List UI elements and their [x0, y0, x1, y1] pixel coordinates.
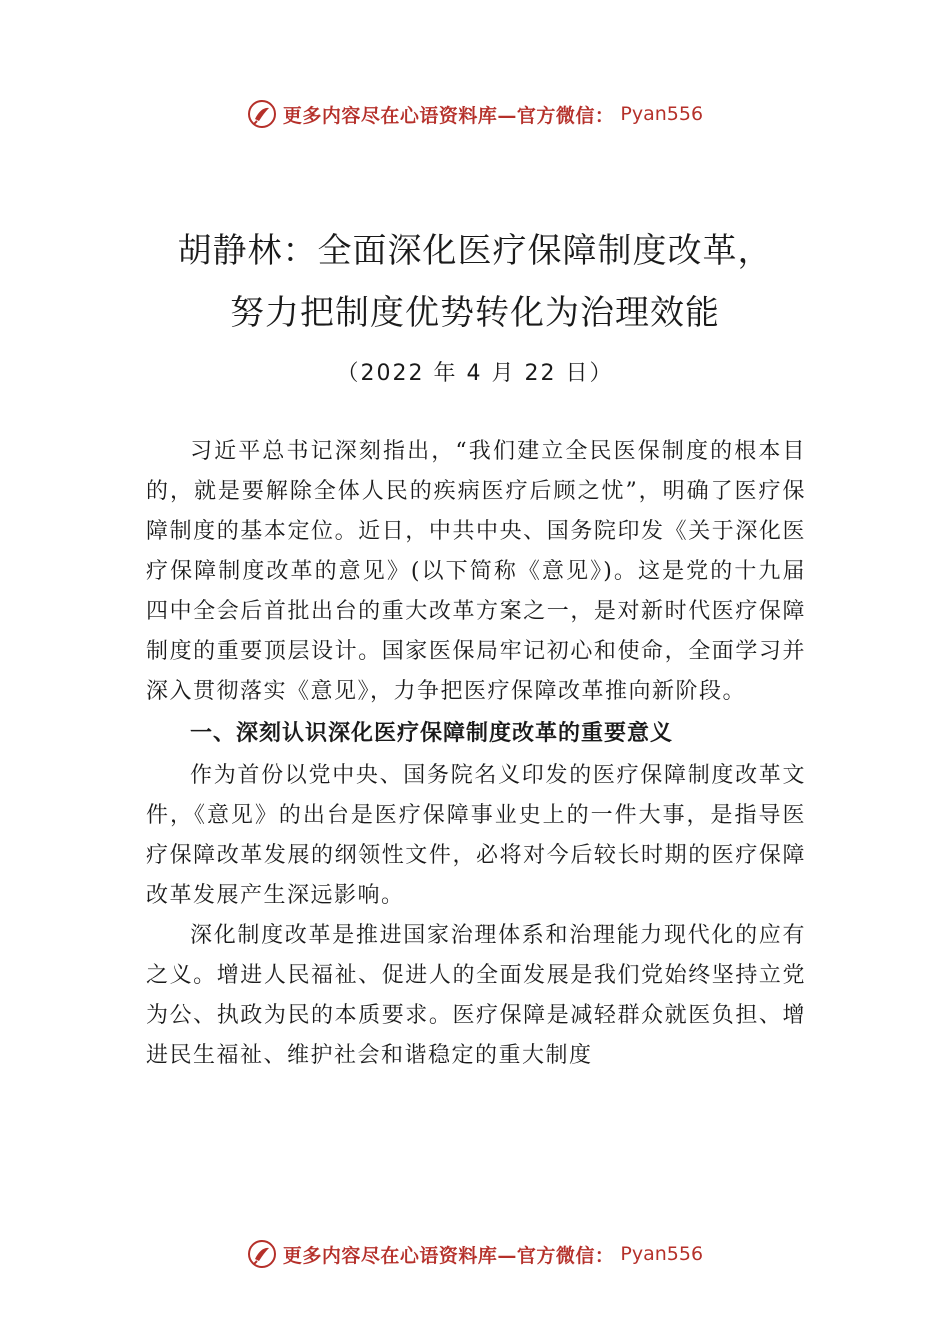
watermark-wechat-id: Pyan556	[620, 103, 704, 125]
paragraph-1: 习近平总书记深刻指出，“我们建立全民医保制度的根本目的，就是要解除全体人民的疾病医疗后顾之忧”，明确了医疗保障制度的基本定位。近日，中共中央、国务院印发《关于深化医疗保障制度改革的意见》(以下简称《意见》)。这是党的十九届四中全会后首批出台的重大改革方案之一，是对新时代医疗保障制度的重要顶层设计。国家医保局牢记初心和使命，全面学习并深入贯彻落实《意见》，力争把医疗保障改革推向新阶段。	[146, 439, 806, 704]
title-line-1: 胡静林：全面深化医疗保障制度改革，	[177, 231, 773, 271]
watermark-text: 更多内容尽在心语资料库—官方微信：	[282, 1244, 615, 1267]
watermark-wechat-id: Pyan556	[620, 1243, 704, 1265]
date-line: （2022 年 4 月 22 日）	[336, 361, 614, 386]
header-watermark	[0, 96, 950, 132]
brush-logo-icon	[247, 99, 277, 129]
title-block	[0, 220, 950, 387]
brush-logo-icon	[247, 1239, 277, 1269]
paragraph-3: 深化制度改革是推进国家治理体系和治理能力现代化的应有之义。增进人民福祉、促进人的全面发展是我们党始终坚持立党为公、执政为民的本质要求。医疗保障是减轻群众就医负担、增进民生福祉、维护社会和谐稳定的重大制度	[146, 923, 806, 1068]
watermark-text: 更多内容尽在心语资料库—官方微信：	[282, 104, 615, 127]
section-heading-1: 一、深刻认识深化医疗保障制度改革的重要意义	[190, 721, 674, 746]
article-body	[146, 432, 806, 1076]
title-line-2: 努力把制度优势转化为治理效能	[230, 293, 720, 333]
footer-watermark	[0, 1236, 950, 1272]
paragraph-2: 作为首份以党中央、国务院名义印发的医疗保障制度改革文件，《意见》的出台是医疗保障事业史上的一件大事，是指导医疗保障改革发展的纲领性文件，必将对今后较长时期的医疗保障改革发展产生深远影响。	[146, 763, 806, 908]
